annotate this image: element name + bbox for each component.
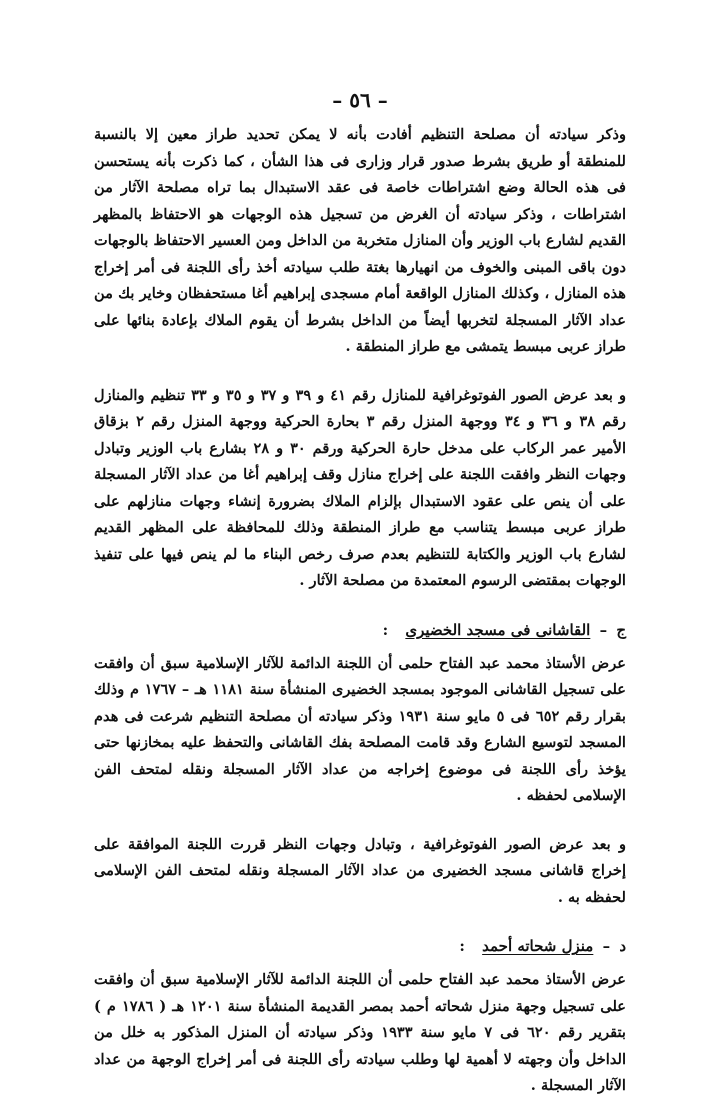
section-dash: – <box>599 620 608 639</box>
section-letter: ج <box>616 620 626 639</box>
section-colon: : <box>382 620 389 639</box>
section-dash: – <box>602 937 611 955</box>
paragraph-5: عرض الأستاذ محمد عبد الفتاح حلمى أن اللجنة الدائمة للآثار الإسلامية سبق أن وافقت على تسجيل وجهة منزل شحاته أحمد بمصر القديمة المنشأة سنة ١٢٠١ هـ ( ١٧٨٦ م ) بتقرير رقم ٦٢٠ فى ٧ مايو سنة ١٩٣٣ وذكر سيادته أن المنزل المذكور به خلل من الداخل وأن وجهته لا أهمية لها وطلب سيادته رأى اللجنة فى أمر إخراج الوجهة من عداد الآثار المسجلة . <box>94 971 626 1094</box>
section-letter: د <box>619 937 626 955</box>
section-title: القاشانى فى مسجد الخضيرى <box>405 620 591 639</box>
paragraph-2: و بعد عرض الصور الفوتوغرافية للمنازل رقم ٤١ و ٣٩ و ٣٧ و ٣٥ و ٣٣ تنظيم والمنازل رقم ٣٨ و ٣٦ و ٣٤ ووجهة المنزل رقم ٣ بحارة الحركية ووجهة المنزل رقم ٢ بزقاق الأمير عمر الركاب على مدخل حارة الحركية ورقم ٣٠ و ٢٨ بشارع باب الوزير وتبادل وجهات النظر وافقت اللجنة على إخراج منازل وقف إبراهيم أغا من عداد الآثار المسجلة على أن ينص على عقود الاستبدال بإلزام الملاك بضرورة إنشاء وجهات منازلهم على طراز عربى مبسط يتناسب مع طراز المنطقة وذلك للمحافظة على المظهر القديم لشارع باب الوزير والكتابة للتنظيم بعدم صرف رخص البناء ما لم ينص فيها على تنفيذ الوجهات بمقتضى الرسوم المعتمدة من مصلحة الآثار . <box>94 386 627 589</box>
section-heading-c <box>94 617 626 643</box>
paragraph-1: وذكر سيادته أن مصلحة التنظيم أفادت بأنه لا يمكن تحديد طراز معين إلا بالنسبة للمنطقة أو طريق بشرط صدور قرار وزارى فى هذا الشأن ، كما ذكرت بأنه يستحسن فى هذه الحالة وضع اشتراطات خاصة فى عقد الاستبدال بما تراه مصلحة الآثار من اشتراطات ، وذكر سيادته أن الغرض من تسجيل هذه الوجهات هو الاحتفاظ بالمظهر القديم لشارع باب الوزير وأن المنازل متخربة من الداخل ومن العسير الاحتفاظ بالوجهات دون باقى المبنى والخوف من انهيارها بغتة طلب سيادته أخذ رأى اللجنة فى أمر إخراج هذه المنازل ، وكذلك المنازل الواقعة أمام مسجدى إبراهيم أغا مستحفظان وخاير بك من عداد الآثار المسجلة لتخربها أيضاً من الداخل بشرط أن يقوم الملاك بإعادة بنائها على طراز عربى مبسط يتمشى مع طراز المنطقة . <box>93 126 626 355</box>
paragraph-4: و بعد عرض الصور الفوتوغرافية ، وتبادل وجهات النظر قررت اللجنة الموافقة على إخراج قاشانى مسجد الخضيرى من عداد الآثار المسجلة ونقله لمتحف الفن الإسلامى لحفظه به . <box>94 835 626 906</box>
page-number: – ٥٦ – <box>332 88 388 112</box>
section-heading-d <box>94 933 626 959</box>
section-title: منزل شحاته أحمد <box>482 937 594 955</box>
section-colon: : <box>459 937 465 955</box>
paragraph-3: عرض الأستاذ محمد عبد الفتاح حلمى أن اللجنة الدائمة للآثار الإسلامية سبق أن وافقت على تسجيل القاشانى الموجود بمسجد الخضيرى المنشأة سنة ١١٨١ هـ – ١٧٦٧ م وذلك بقرار رقم ٦٥٢ فى ٥ مايو سنة ١٩٣١ وذكر سيادته أن مصلحة التنظيم شرعت فى هدم المسجد لتوسيع الشارع وقد قامت المصلحة بفك القاشانى والتحفظ عليه بمخازنها حتى يؤخذ رأى اللجنة فى موضوع إخراجه من عداد الآثار المسجلة ونقله لمتحف الفن الإسلامى لحفظه . <box>94 654 626 804</box>
